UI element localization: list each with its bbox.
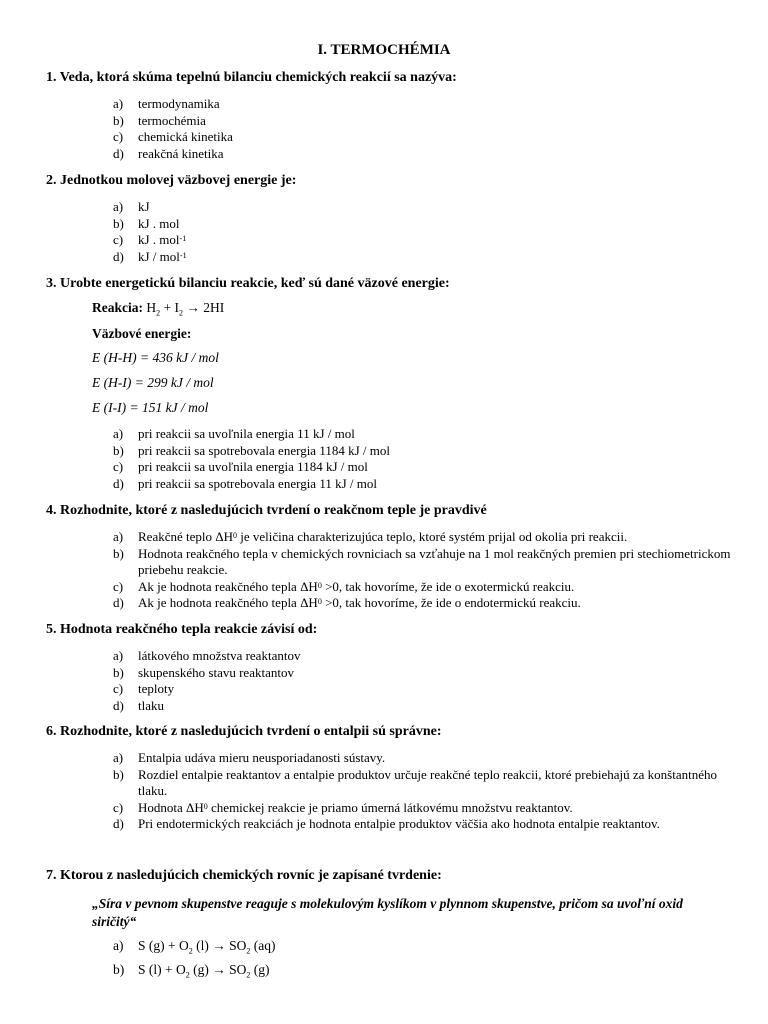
subscript: 2	[246, 970, 251, 980]
list-item	[113, 443, 733, 460]
equation-part: (l) → SO	[192, 938, 247, 953]
subscript: 2	[188, 946, 193, 956]
list-item	[113, 816, 733, 833]
question-1: 1. Veda, ktorá skúma tepelnú bilanciu chemických reakcií sa nazýva:	[46, 70, 457, 85]
option-label: c)	[113, 799, 124, 815]
option-label: a)	[113, 938, 124, 953]
option-text: Reakčné teplo ΔH	[138, 529, 233, 544]
question-4-options	[113, 529, 733, 612]
option-label: a)	[113, 426, 124, 441]
option-label: c)	[113, 578, 124, 594]
superscript: 0	[203, 801, 208, 811]
page-title: I. TERMOCHÉMIA	[317, 42, 451, 58]
option-label: d)	[113, 595, 124, 610]
option-text-continued: >0, tak hovoríme, že ide o endotermickú reakciu.	[321, 595, 581, 610]
question-6: 6. Rozhodnite, ktoré z nasledujúcich tvrdení o entalpii sú správne:	[46, 724, 442, 739]
option-text: látkového množstva reaktantov	[138, 648, 301, 663]
energy-i-i: E (I-I) = 151 kJ / mol	[92, 400, 209, 415]
subscript: 2	[178, 308, 183, 318]
option-text-continued: je veličina charakterizujúca teplo, ktoré systém prijal od okolia pri reakcii.	[237, 529, 628, 544]
option-text-continued: >0, tak hovoríme, že ide o exotermickú reakciu.	[321, 578, 575, 594]
list-item	[113, 129, 733, 146]
option-label: b)	[113, 664, 124, 680]
superscript: -1	[179, 250, 187, 260]
list-item	[113, 648, 733, 665]
option-text: chemická kinetika	[138, 129, 233, 144]
question-4: 4. Rozhodnite, ktoré z nasledujúcich tvrdení o reakčnom teple je pravdivé	[46, 503, 487, 518]
question-7-options	[113, 937, 733, 984]
option-text: pri reakcii sa spotrebovala energia 11 kJ / mol	[138, 475, 377, 491]
list-item	[113, 249, 733, 266]
option-label: d)	[113, 145, 124, 161]
quoted-statement: „Síra v pevnom skupenstve reaguje s molekulovým kyslíkom v plynnom skupenstve, pričom sa uvoľní oxid siričitý“	[92, 896, 683, 929]
option-label: c)	[113, 232, 124, 247]
superscript: 0	[317, 580, 322, 590]
option-label: a)	[113, 199, 124, 214]
list-item	[113, 767, 733, 800]
question-5: 5. Hodnota reakčného tepla reakcie závisí od:	[46, 622, 318, 637]
subscript: 2	[156, 308, 161, 318]
question-6-options	[113, 750, 733, 833]
list-item	[113, 476, 733, 493]
option-text: Ak je hodnota reakčného tepla ΔH	[138, 595, 318, 610]
superscript: -1	[179, 234, 187, 243]
list-item	[113, 937, 733, 961]
option-label: c)	[113, 129, 124, 144]
option-text: Hodnota ΔH	[138, 799, 204, 815]
option-label: c)	[113, 459, 124, 474]
list-item	[113, 96, 733, 113]
equation-part: (aq)	[250, 938, 276, 953]
option-label: a)	[113, 529, 124, 544]
option-text-continued: chemickej reakcie je priamo úmerná látkovému množstvu reaktantov.	[207, 799, 573, 815]
question-2-options	[113, 199, 733, 265]
subscript: 2	[185, 970, 190, 980]
superscript: 0	[317, 597, 322, 606]
option-label: c)	[113, 681, 124, 696]
list-item	[113, 546, 733, 579]
option-text: termochémia	[138, 112, 206, 128]
list-item	[113, 113, 733, 130]
option-label: b)	[113, 112, 124, 128]
list-item	[113, 698, 733, 715]
option-text: Ak je hodnota reakčného tepla ΔH	[138, 578, 318, 594]
option-text: termodynamika	[138, 96, 220, 111]
question-5-options	[113, 648, 733, 714]
energy-h-h: E (H-H) = 436 kJ / mol	[92, 350, 219, 365]
question-1-options	[113, 96, 733, 162]
option-label: b)	[113, 442, 124, 458]
option-text: kJ . mol	[138, 215, 180, 231]
list-item	[113, 579, 733, 596]
list-item	[113, 529, 733, 546]
reaction-plus: + I	[160, 300, 179, 315]
option-label: b)	[113, 766, 124, 782]
option-label: a)	[113, 648, 124, 663]
list-item	[113, 961, 733, 985]
superscript: 0	[233, 531, 237, 540]
option-label: b)	[113, 961, 125, 977]
option-text: Entalpia udáva mieru neusporiadanosti sústavy.	[138, 750, 386, 765]
bond-energies-label: Väzbové energie:	[92, 326, 192, 341]
list-item	[113, 146, 733, 163]
equation-part: S (g) + O	[138, 938, 189, 953]
option-text: tlaku	[138, 697, 164, 713]
reaction-label: Reakcia:	[92, 300, 143, 315]
option-text: pri reakcii sa uvoľnila energia 1184 kJ / mol	[138, 459, 368, 474]
question-7: 7. Ktorou z nasledujúcich chemických rovníc je zapísané tvrdenie:	[46, 868, 442, 883]
list-item	[113, 800, 733, 817]
list-item	[113, 665, 733, 682]
option-label: b)	[113, 215, 124, 231]
option-text: pri reakcii sa spotrebovala energia 1184 kJ / mol	[138, 442, 390, 458]
subscript: 2	[246, 946, 251, 956]
reaction-line	[92, 300, 224, 318]
question-3-options	[113, 426, 733, 492]
equation-part: S (l) + O	[138, 961, 186, 977]
option-text: pri reakcii sa uvoľnila energia 11 kJ / mol	[138, 426, 355, 441]
equation-part: (g)	[250, 961, 270, 977]
option-text: kJ / mol	[138, 248, 180, 264]
option-text: Pri endotermických reakciách je hodnota entalpie produktov väčšia ako hodnota entalpie reaktantov.	[138, 816, 660, 831]
option-label: b)	[113, 545, 124, 561]
option-label: d)	[113, 816, 124, 831]
equation-part: (g) → SO	[189, 961, 247, 977]
option-text: Rozdiel entalpie reaktantov a entalpie produktov určuje reakčné teplo reakcii, ktoré prebiehajú za konštantného tlaku.	[138, 766, 717, 798]
question-2: 2. Jednotkou molovej väzbovej energie je:	[46, 173, 297, 188]
option-label: d)	[113, 697, 124, 713]
reaction-rest: → 2HI	[182, 300, 225, 315]
option-label: d)	[113, 475, 124, 491]
reaction-h: H	[146, 300, 157, 315]
question-3: 3. Urobte energetickú bilanciu reakcie, keď sú dané väzové energie:	[46, 276, 450, 291]
option-text: teploty	[138, 681, 175, 696]
option-text: kJ	[138, 199, 150, 214]
list-item	[113, 232, 733, 249]
option-text: skupenského stavu reaktantov	[138, 664, 294, 680]
list-item	[113, 216, 733, 233]
option-label: d)	[113, 248, 124, 264]
list-item	[113, 595, 733, 612]
list-item	[113, 199, 733, 216]
energy-h-i: E (H-I) = 299 kJ / mol	[92, 375, 214, 390]
list-item	[113, 426, 733, 443]
option-text: Hodnota reakčného tepla v chemických rovniciach sa vzťahuje na 1 mol reakčných premien pri stechiometrickom priebehu reakcie.	[138, 545, 731, 577]
option-label: a)	[113, 750, 124, 765]
option-text: kJ . mol	[138, 232, 180, 247]
list-item	[113, 681, 733, 698]
option-label: a)	[113, 96, 124, 111]
list-item	[113, 459, 733, 476]
option-text: reakčná kinetika	[138, 145, 224, 161]
list-item	[113, 750, 733, 767]
